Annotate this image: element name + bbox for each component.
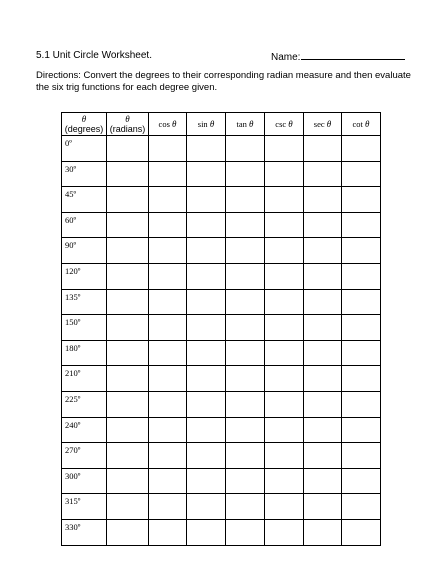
table-row: [62, 340, 381, 366]
tan-cell[interactable]: [226, 187, 265, 213]
theta-symbol: θ: [81, 114, 87, 124]
table-row: [62, 161, 381, 187]
degree-cell: 180º: [62, 340, 107, 366]
sec-cell[interactable]: [304, 494, 342, 520]
sin-cell[interactable]: [187, 263, 226, 289]
degree-cell: 240º: [62, 417, 107, 443]
table-row: [62, 443, 381, 469]
degree-cell: 45º: [62, 187, 107, 213]
table-row: [62, 263, 381, 289]
header-cot: [342, 113, 381, 136]
sin-cell[interactable]: [187, 289, 226, 315]
header-sin: [187, 113, 226, 136]
header-label: sin: [197, 119, 208, 129]
degree-cell: 30º: [62, 161, 107, 187]
cos-cell[interactable]: [149, 366, 187, 392]
header-label: (radians): [109, 124, 146, 134]
cos-cell[interactable]: [149, 212, 187, 238]
radians-cell[interactable]: [107, 212, 149, 238]
csc-cell[interactable]: [265, 366, 304, 392]
degree-cell: 330º: [62, 519, 107, 545]
table-row: [62, 212, 381, 238]
tan-cell[interactable]: [226, 238, 265, 264]
csc-cell[interactable]: [265, 340, 304, 366]
header-label: csc: [275, 119, 287, 129]
sec-cell[interactable]: [304, 289, 342, 315]
header-degrees: [62, 113, 107, 136]
csc-cell[interactable]: [265, 315, 304, 341]
header-sec: [304, 113, 342, 136]
theta-symbol: θ: [209, 119, 215, 129]
csc-cell[interactable]: [265, 391, 304, 417]
sin-cell[interactable]: [187, 340, 226, 366]
worksheet-title: 5.1 Unit Circle Worksheet.: [36, 50, 152, 61]
worksheet-table-body: [62, 136, 381, 546]
tan-cell[interactable]: [226, 212, 265, 238]
sin-cell[interactable]: [187, 391, 226, 417]
cot-cell[interactable]: [342, 289, 381, 315]
table-row: [62, 289, 381, 315]
sec-cell[interactable]: [304, 161, 342, 187]
cos-cell[interactable]: [149, 315, 187, 341]
table-header-row: [62, 113, 381, 136]
tan-cell[interactable]: [226, 443, 265, 469]
table-row: [62, 494, 381, 520]
sec-cell[interactable]: [304, 417, 342, 443]
theta-symbol: θ: [288, 119, 293, 129]
table-row: [62, 366, 381, 392]
radians-cell[interactable]: [107, 443, 149, 469]
csc-cell[interactable]: [265, 136, 304, 162]
sin-cell[interactable]: [187, 417, 226, 443]
cos-cell[interactable]: [149, 340, 187, 366]
tan-cell[interactable]: [226, 289, 265, 315]
sec-cell[interactable]: [304, 212, 342, 238]
sin-cell[interactable]: [187, 468, 226, 494]
sec-cell[interactable]: [304, 519, 342, 545]
csc-cell[interactable]: [265, 468, 304, 494]
cos-cell[interactable]: [149, 391, 187, 417]
directions-text: Directions: Convert the degrees to their corresponding radian measure and then evaluate the six trig functions for each degree given.: [36, 70, 411, 93]
cos-cell[interactable]: [149, 494, 187, 520]
radians-cell[interactable]: [107, 136, 149, 162]
sec-cell[interactable]: [304, 340, 342, 366]
csc-cell[interactable]: [265, 161, 304, 187]
cos-cell[interactable]: [149, 263, 187, 289]
sec-cell[interactable]: [304, 187, 342, 213]
tan-cell[interactable]: [226, 417, 265, 443]
table-row: [62, 519, 381, 545]
header-label: sec: [313, 119, 325, 129]
csc-cell[interactable]: [265, 289, 304, 315]
sin-cell[interactable]: [187, 161, 226, 187]
theta-symbol: θ: [125, 114, 130, 124]
tan-cell[interactable]: [226, 391, 265, 417]
sin-cell[interactable]: [187, 238, 226, 264]
tan-cell[interactable]: [226, 468, 265, 494]
sec-cell[interactable]: [304, 238, 342, 264]
cos-cell[interactable]: [149, 289, 187, 315]
sin-cell[interactable]: [187, 315, 226, 341]
sec-cell[interactable]: [304, 315, 342, 341]
cos-cell[interactable]: [149, 161, 187, 187]
header-label: (degrees): [64, 124, 104, 134]
csc-cell[interactable]: [265, 494, 304, 520]
header-label: cos: [158, 119, 170, 129]
table-row: [62, 417, 381, 443]
table-row: [62, 187, 381, 213]
radians-cell[interactable]: [107, 417, 149, 443]
radians-cell[interactable]: [107, 468, 149, 494]
degree-cell: 150º: [62, 315, 107, 341]
sin-cell[interactable]: [187, 212, 226, 238]
tan-cell[interactable]: [226, 519, 265, 545]
cot-cell[interactable]: [342, 161, 381, 187]
degree-cell: 300º: [62, 468, 107, 494]
header-label: cot: [352, 119, 363, 129]
csc-cell[interactable]: [265, 443, 304, 469]
header-csc: [265, 113, 304, 136]
cot-cell[interactable]: [342, 315, 381, 341]
radians-cell[interactable]: [107, 519, 149, 545]
degree-cell: 135º: [62, 289, 107, 315]
table-row: [62, 136, 381, 162]
cot-cell[interactable]: [342, 263, 381, 289]
cot-cell[interactable]: [342, 136, 381, 162]
tan-cell[interactable]: [226, 494, 265, 520]
theta-symbol: θ: [326, 119, 332, 129]
cot-cell[interactable]: [342, 212, 381, 238]
sec-cell[interactable]: [304, 263, 342, 289]
table-row: [62, 468, 381, 494]
degree-cell: 315º: [62, 494, 107, 520]
radians-cell[interactable]: [107, 187, 149, 213]
degree-cell: 90º: [62, 238, 107, 264]
sin-cell[interactable]: [187, 519, 226, 545]
theta-symbol: θ: [365, 119, 370, 129]
csc-cell[interactable]: [265, 263, 304, 289]
radians-cell[interactable]: [107, 161, 149, 187]
cos-cell[interactable]: [149, 468, 187, 494]
cot-cell[interactable]: [342, 187, 381, 213]
tan-cell[interactable]: [226, 340, 265, 366]
cot-cell[interactable]: [342, 519, 381, 545]
cot-cell[interactable]: [342, 391, 381, 417]
degree-cell: 0º: [62, 136, 107, 162]
csc-cell[interactable]: [265, 212, 304, 238]
header-radians: [107, 113, 149, 136]
theta-symbol: θ: [172, 119, 177, 129]
header-label: tan: [236, 119, 247, 129]
sin-cell[interactable]: [187, 494, 226, 520]
degree-cell: 270º: [62, 443, 107, 469]
table-row: [62, 238, 381, 264]
cot-cell[interactable]: [342, 238, 381, 264]
csc-cell[interactable]: [265, 417, 304, 443]
sin-cell[interactable]: [187, 187, 226, 213]
cot-cell[interactable]: [342, 340, 381, 366]
cos-cell[interactable]: [149, 519, 187, 545]
table-row: [62, 315, 381, 341]
sin-cell[interactable]: [187, 443, 226, 469]
radians-cell[interactable]: [107, 289, 149, 315]
degree-cell: 60º: [62, 212, 107, 238]
degree-cell: 225º: [62, 391, 107, 417]
name-label: Name:: [271, 52, 301, 63]
radians-cell[interactable]: [107, 340, 149, 366]
radians-cell[interactable]: [107, 494, 149, 520]
degree-cell: 120º: [62, 263, 107, 289]
radians-cell[interactable]: [107, 391, 149, 417]
cot-cell[interactable]: [342, 468, 381, 494]
cot-cell[interactable]: [342, 443, 381, 469]
sin-cell[interactable]: [187, 366, 226, 392]
theta-symbol: θ: [249, 119, 254, 129]
csc-cell[interactable]: [265, 238, 304, 264]
table-row: [62, 391, 381, 417]
tan-cell[interactable]: [226, 161, 265, 187]
header-cos: [149, 113, 187, 136]
degree-cell: 210º: [62, 366, 107, 392]
sec-cell[interactable]: [304, 366, 342, 392]
sec-cell[interactable]: [304, 443, 342, 469]
cos-cell[interactable]: [149, 417, 187, 443]
sec-cell[interactable]: [304, 468, 342, 494]
trig-worksheet-table: [61, 112, 381, 546]
cot-cell[interactable]: [342, 494, 381, 520]
radians-cell[interactable]: [107, 238, 149, 264]
name-field: [271, 50, 405, 63]
csc-cell[interactable]: [265, 187, 304, 213]
cos-cell[interactable]: [149, 136, 187, 162]
tan-cell[interactable]: [226, 315, 265, 341]
tan-cell[interactable]: [226, 366, 265, 392]
sin-cell[interactable]: [187, 136, 226, 162]
radians-cell[interactable]: [107, 263, 149, 289]
cot-cell[interactable]: [342, 417, 381, 443]
tan-cell[interactable]: [226, 136, 265, 162]
cos-cell[interactable]: [149, 238, 187, 264]
cos-cell[interactable]: [149, 187, 187, 213]
radians-cell[interactable]: [107, 315, 149, 341]
sec-cell[interactable]: [304, 391, 342, 417]
cot-cell[interactable]: [342, 366, 381, 392]
radians-cell[interactable]: [107, 366, 149, 392]
name-blank-line[interactable]: [301, 50, 405, 60]
csc-cell[interactable]: [265, 519, 304, 545]
sec-cell[interactable]: [304, 136, 342, 162]
header-tan: [226, 113, 265, 136]
tan-cell[interactable]: [226, 263, 265, 289]
cos-cell[interactable]: [149, 443, 187, 469]
